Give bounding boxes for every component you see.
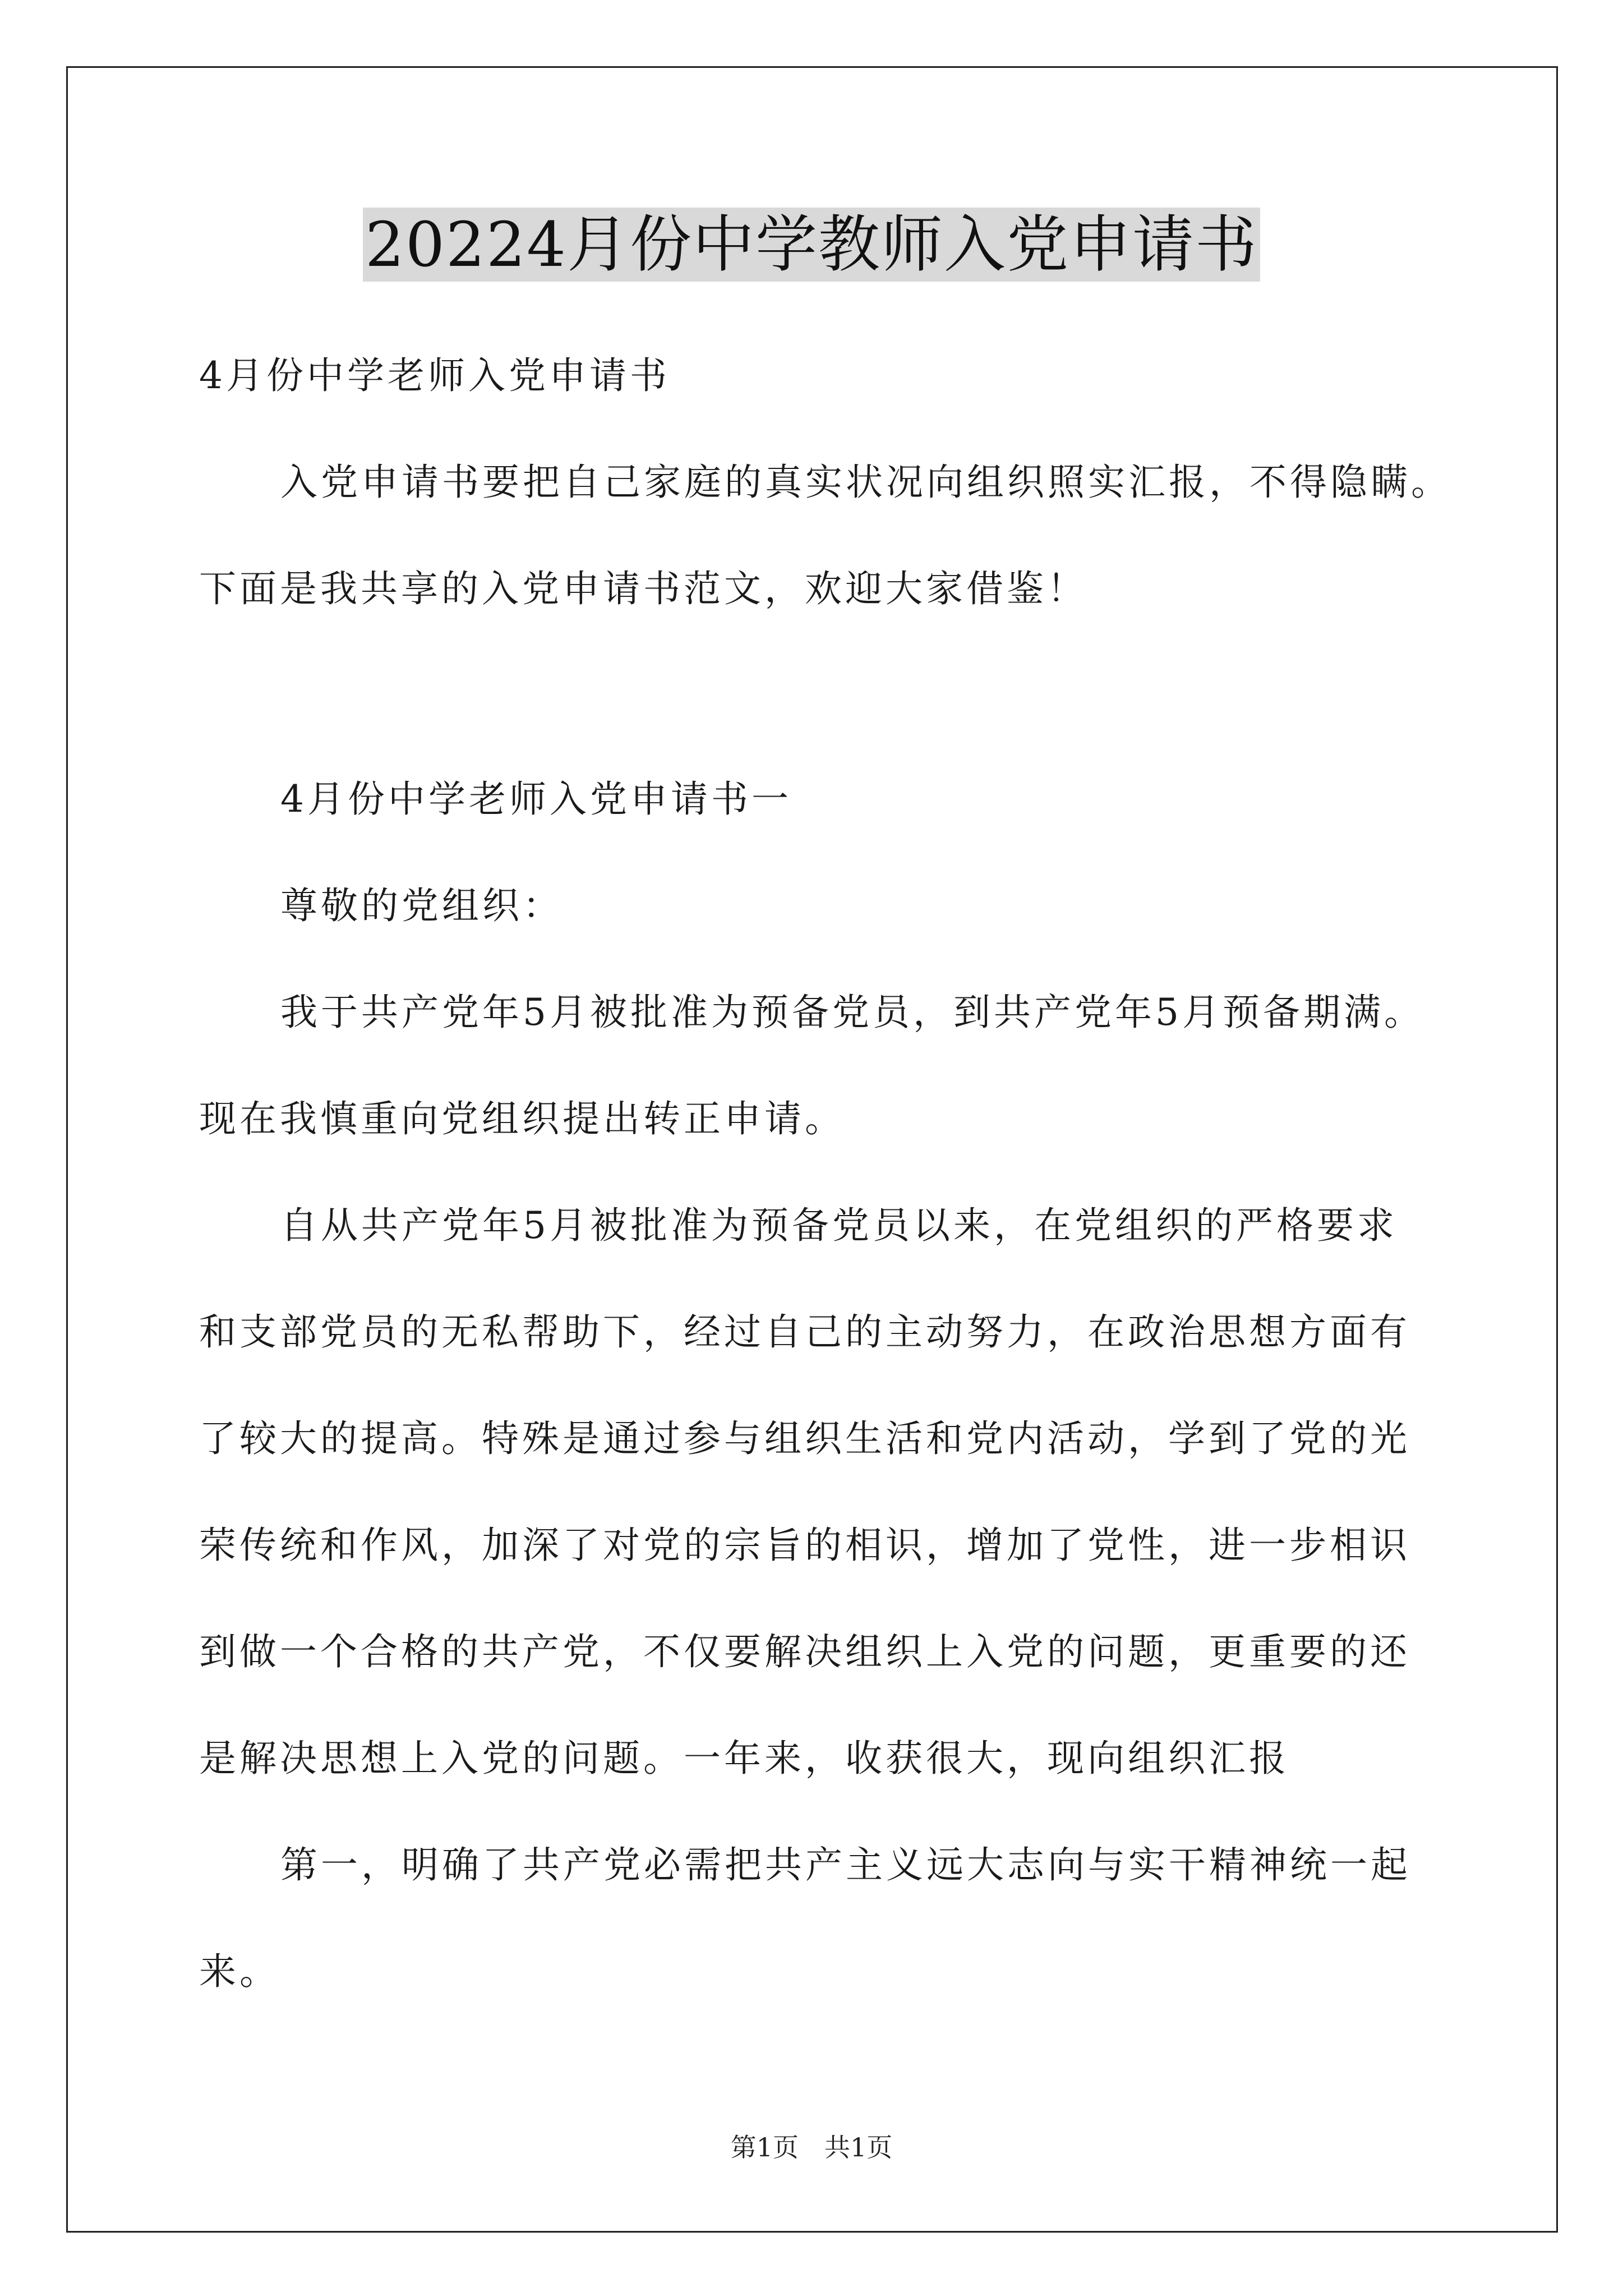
paragraph-line: 自从共产党年5月被批准为预备党员以来，在党组织的严格要求	[280, 1204, 1398, 1247]
paragraph-line: 是解决思想上入党的问题。一年来，收获很大，现向组织汇报	[199, 1737, 1289, 1780]
paragraph-line: 第一，明确了共产党必需把共产主义远大志向与实干精神统一起	[280, 1843, 1411, 1887]
section-heading: 4月份中学老师入党申请书一	[280, 777, 792, 821]
paragraph-line: 现在我慎重向党组织提出转正申请。	[199, 1097, 845, 1140]
page-footer: 第1页 共1页	[730, 2132, 893, 2162]
paragraph-line: 入党申请书要把自己家庭的真实状况向组织照实汇报，不得隐瞒。	[280, 461, 1451, 504]
paragraph-line: 了较大的提高。特殊是通过参与组织生活和党内活动，学到了党的光	[199, 1417, 1410, 1460]
title-container	[0, 208, 1623, 282]
paragraph-line: 荣传统和作风，加深了对党的宗旨的相识，增加了党性，进一步相识	[199, 1524, 1410, 1567]
paragraph-line: 我于共产党年5月被批准为预备党员，到共产党年5月预备期满。	[280, 991, 1424, 1034]
subtitle-line: 4月份中学老师入党申请书	[199, 354, 670, 397]
paragraph-line: 下面是我共享的入党申请书范文，欢迎大家借鉴！	[199, 567, 1087, 610]
paragraph-line: 到做一个合格的共产党，不仅要解决组织上入党的问题，更重要的还	[199, 1630, 1410, 1673]
salutation: 尊敬的党组织：	[280, 884, 563, 927]
paragraph-line: 来。	[199, 1950, 280, 1993]
document-title: 20224月份中学教师入党申请书	[363, 208, 1260, 282]
paragraph-line: 和支部党员的无私帮助下，经过自己的主动努力，在政治思想方面有	[199, 1310, 1410, 1354]
